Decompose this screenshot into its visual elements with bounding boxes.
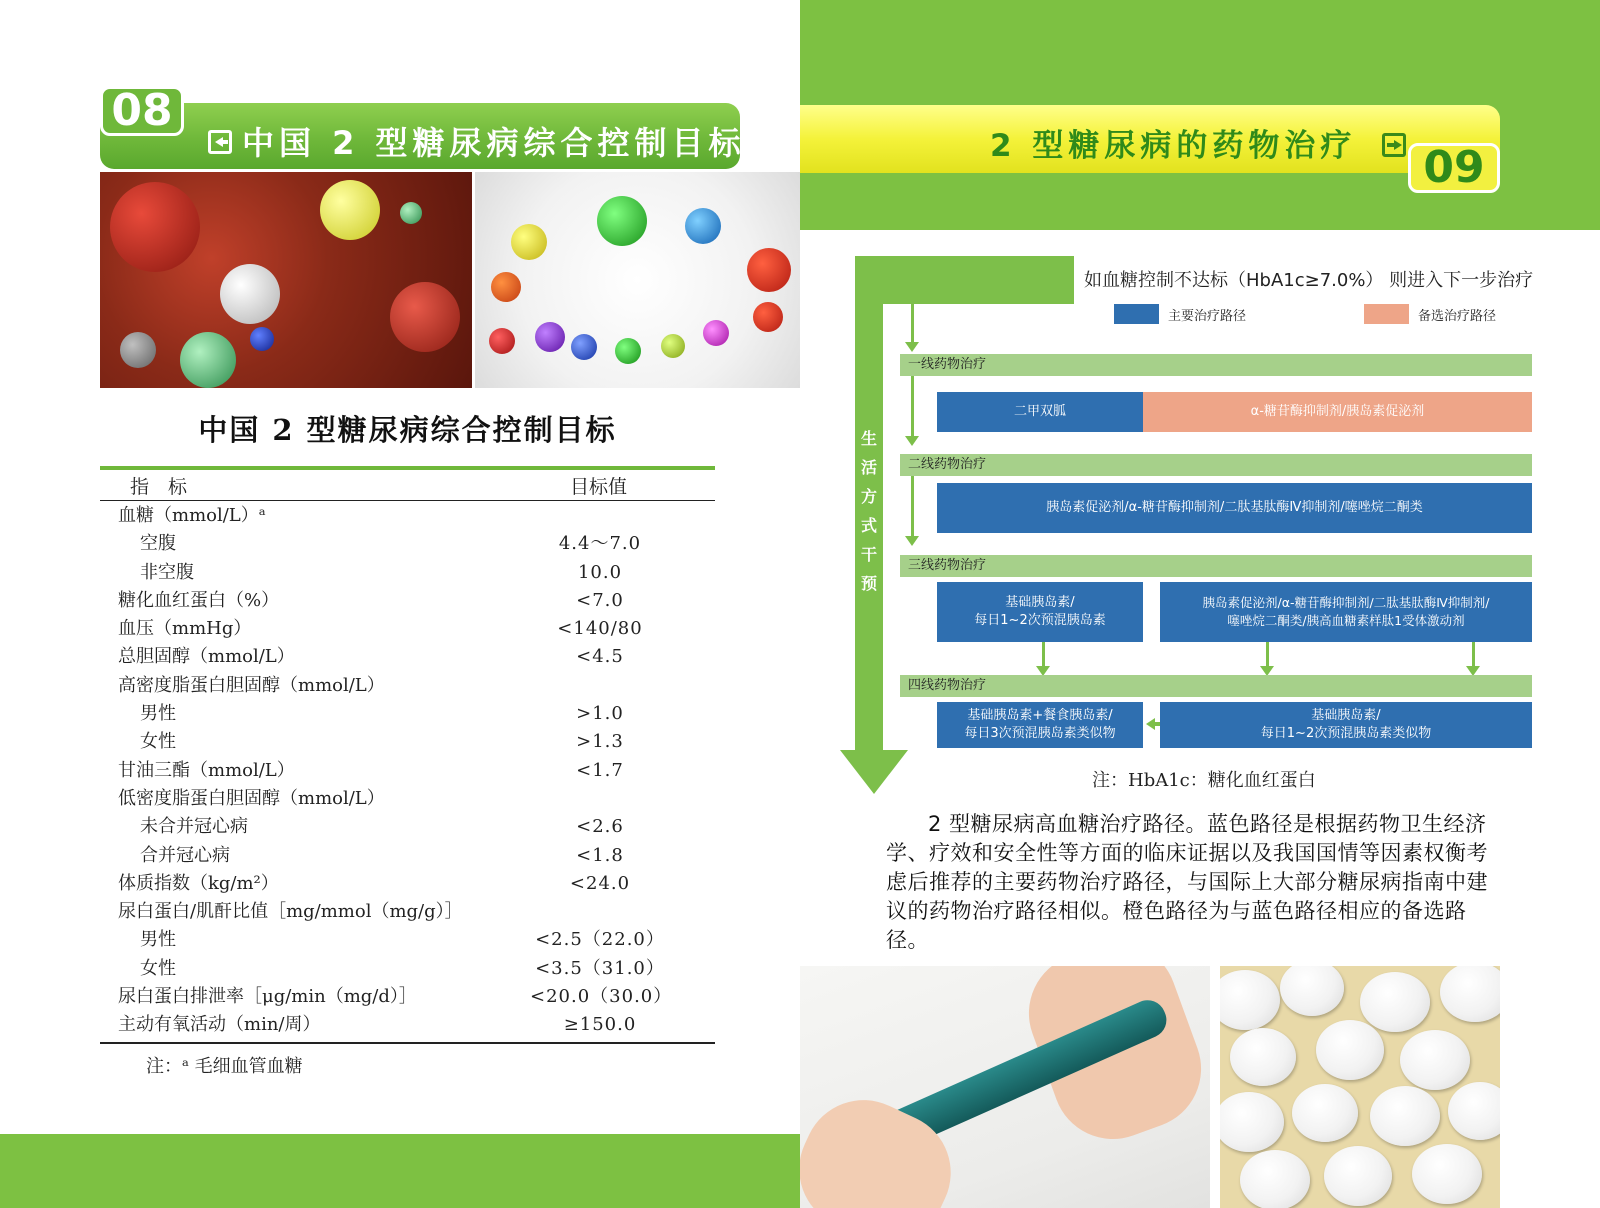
box-metformin: 二甲双胍 [937, 392, 1143, 432]
left-header-title [208, 118, 746, 164]
next-arrow-icon[interactable] [1382, 133, 1406, 157]
connector [1266, 642, 1269, 666]
connector [1472, 642, 1475, 666]
row-value: <24.0 [569, 872, 631, 894]
connector [911, 376, 914, 436]
down-arrow-icon [905, 536, 919, 546]
row-value: <1.7 [576, 759, 624, 781]
back-arrow-icon[interactable] [208, 130, 232, 154]
table-row [100, 615, 715, 643]
row-label: 未合并冠心病 [140, 816, 248, 838]
table-row [100, 757, 715, 785]
right-header-title-text: 2 型糖尿病的药物治疗 [990, 128, 1357, 164]
table-row [100, 813, 715, 841]
connector [911, 476, 914, 536]
column-header-target: 目标值 [570, 476, 628, 498]
stage-bar-first-line: 一线药物治疗 [900, 354, 1532, 376]
molecule-photo-left [100, 172, 472, 388]
page-number-right: 09 [1408, 143, 1500, 193]
box-stage1-alternative: α-糖苷酶抑制剂/胰岛素促泌剂 [1143, 392, 1532, 432]
row-value: <7.0 [576, 589, 624, 611]
table-row [100, 926, 715, 954]
table-row [100, 559, 715, 587]
left-bottom-bar [0, 1134, 800, 1208]
table-row [100, 643, 715, 671]
row-value: <1.8 [576, 844, 624, 866]
row-value: <3.5（31.0） [535, 957, 665, 979]
row-value: 4.4～7.0 [558, 533, 642, 555]
insulin-pen-photo [800, 966, 1210, 1208]
row-value: <20.0（30.0） [530, 986, 673, 1008]
row-label: 女性 [140, 957, 176, 979]
box-line: 基础胰岛素/ [1005, 595, 1075, 610]
row-label: 非空腹 [140, 561, 194, 583]
table-row [100, 502, 715, 530]
legend-main-label: 主要治疗路径 [1168, 309, 1247, 324]
connector [1042, 642, 1045, 666]
left-arrow-shaft [1154, 722, 1160, 726]
column-header-indicator: 指 标 [130, 476, 188, 498]
row-label: 合并冠心病 [140, 844, 230, 866]
table-row [100, 842, 715, 870]
row-value: <140/80 [557, 618, 643, 640]
box-stage4-main [937, 702, 1143, 748]
page-number-left: 08 [100, 86, 184, 136]
row-label: 体质指数（kg/m²） [118, 872, 279, 894]
row-label: 尿白蛋白/肌酐比值［mg/mmol（mg/g）］ [118, 901, 463, 923]
row-value: 10.0 [577, 561, 623, 583]
row-label: 血糖（mmol/L）ᵃ [118, 505, 266, 526]
row-value: <4.5 [576, 646, 624, 668]
box-line: 基础胰岛素/ [1311, 708, 1381, 723]
box-line: 基础胰岛素+餐食胰岛素/ [967, 708, 1113, 723]
box-stage4-alternative [1160, 702, 1532, 748]
table-row [100, 983, 715, 1011]
left-header-title-text: 中国 2 型糖尿病综合控制目标 [242, 124, 746, 162]
row-label: 男性 [140, 703, 176, 725]
table-row [100, 530, 715, 558]
table-row [100, 587, 715, 615]
box-line: 噻唑烷二酮类/胰高血糖素样肽1受体激动剂 [1227, 613, 1465, 628]
row-label: 糖化血红蛋白（%） [118, 589, 280, 611]
pills-photo [1220, 966, 1500, 1208]
molecule-photo-right [475, 172, 800, 388]
box-stage3-main [937, 582, 1143, 642]
legend-main-swatch [1114, 304, 1159, 324]
table-row [100, 870, 715, 898]
table-row [100, 672, 715, 700]
box-line: 胰岛素促泌剂/α-糖苷酶抑制剂/二肽基肽酶Ⅳ抑制剂/ [1202, 595, 1490, 610]
row-label: 主动有氧活动（min/周） [118, 1014, 321, 1036]
lifestyle-arrow-head [840, 750, 908, 794]
row-label: 女性 [140, 731, 176, 753]
row-label: 总胆固醇（mmol/L） [118, 646, 295, 668]
table-header-rule [100, 500, 715, 501]
down-arrow-icon [905, 342, 919, 352]
row-value: >1.0 [576, 703, 624, 725]
down-arrow-icon [905, 436, 919, 446]
box-stage3-alternative [1160, 582, 1532, 642]
row-value: <2.5（22.0） [535, 929, 665, 951]
table-top-rule [100, 466, 715, 470]
body-paragraph: 2 型糖尿病高血糖治疗路径。蓝色路径是根据药物卫生经济学、疗效和安全性等方面的临床证据以及我国国情等因素权衡考虑后推荐的主要药物治疗路径，与国际上大部分糖尿病指南中建议的药物治疗路径相似。橙色路径为与蓝色路径相应的备选路径。 [886, 812, 1488, 952]
targets-table-body [100, 502, 715, 1040]
row-label: 低密度脂蛋白胆固醇（mmol/L） [118, 787, 385, 809]
box-stage2-main: 胰岛素促泌剂/α-糖苷酶抑制剂/二肽基肽酶Ⅳ抑制剂/噻唑烷二酮类 [937, 483, 1532, 533]
legend-alt-swatch [1364, 304, 1409, 324]
flowchart-footnote: 注：HbA1c：糖化血红蛋白 [1092, 770, 1316, 791]
lifestyle-label: 生活方式干预 [860, 429, 877, 593]
row-label: 甘油三酯（mmol/L） [118, 759, 295, 781]
row-label: 高密度脂蛋白胆固醇（mmol/L） [118, 674, 385, 696]
table-footnote: 注：ᵃ 毛细血管血糖 [146, 1056, 303, 1077]
table-row [100, 728, 715, 756]
box-line: 每日1~2次预混胰岛素类似物 [1260, 726, 1432, 741]
row-label: 尿白蛋白排泄率［μg/min（mg/d）］ [118, 986, 417, 1008]
row-label: 空腹 [140, 533, 176, 555]
right-header-title [990, 120, 1416, 165]
table-row [100, 898, 715, 926]
table-row [100, 955, 715, 983]
stage-bar-fourth-line: 四线药物治疗 [900, 675, 1532, 697]
row-value: <2.6 [576, 816, 624, 838]
stage-bar-second-line: 二线药物治疗 [900, 454, 1532, 476]
flow-condition-text: 如血糖控制不达标（HbA1c≥7.0%） 则进入下一步治疗 [1084, 270, 1534, 291]
row-value: ≥150.0 [563, 1014, 637, 1036]
table-bottom-rule [100, 1042, 715, 1044]
connector [911, 304, 914, 344]
row-value: >1.3 [576, 731, 624, 753]
stage-bar-third-line: 三线药物治疗 [900, 555, 1532, 577]
table-title: 中国 2 型糖尿病综合控制目标 [198, 413, 617, 447]
table-row [100, 785, 715, 813]
box-line: 每日1~2次预混胰岛素 [974, 613, 1106, 628]
row-label: 男性 [140, 929, 176, 951]
table-row [100, 700, 715, 728]
lifestyle-arrow-top [855, 256, 1074, 304]
legend-alt-label: 备选治疗路径 [1418, 309, 1497, 324]
table-row [100, 1011, 715, 1039]
row-label: 血压（mmHg） [118, 618, 252, 640]
box-line: 每日3次预混胰岛素类似物 [964, 726, 1116, 741]
